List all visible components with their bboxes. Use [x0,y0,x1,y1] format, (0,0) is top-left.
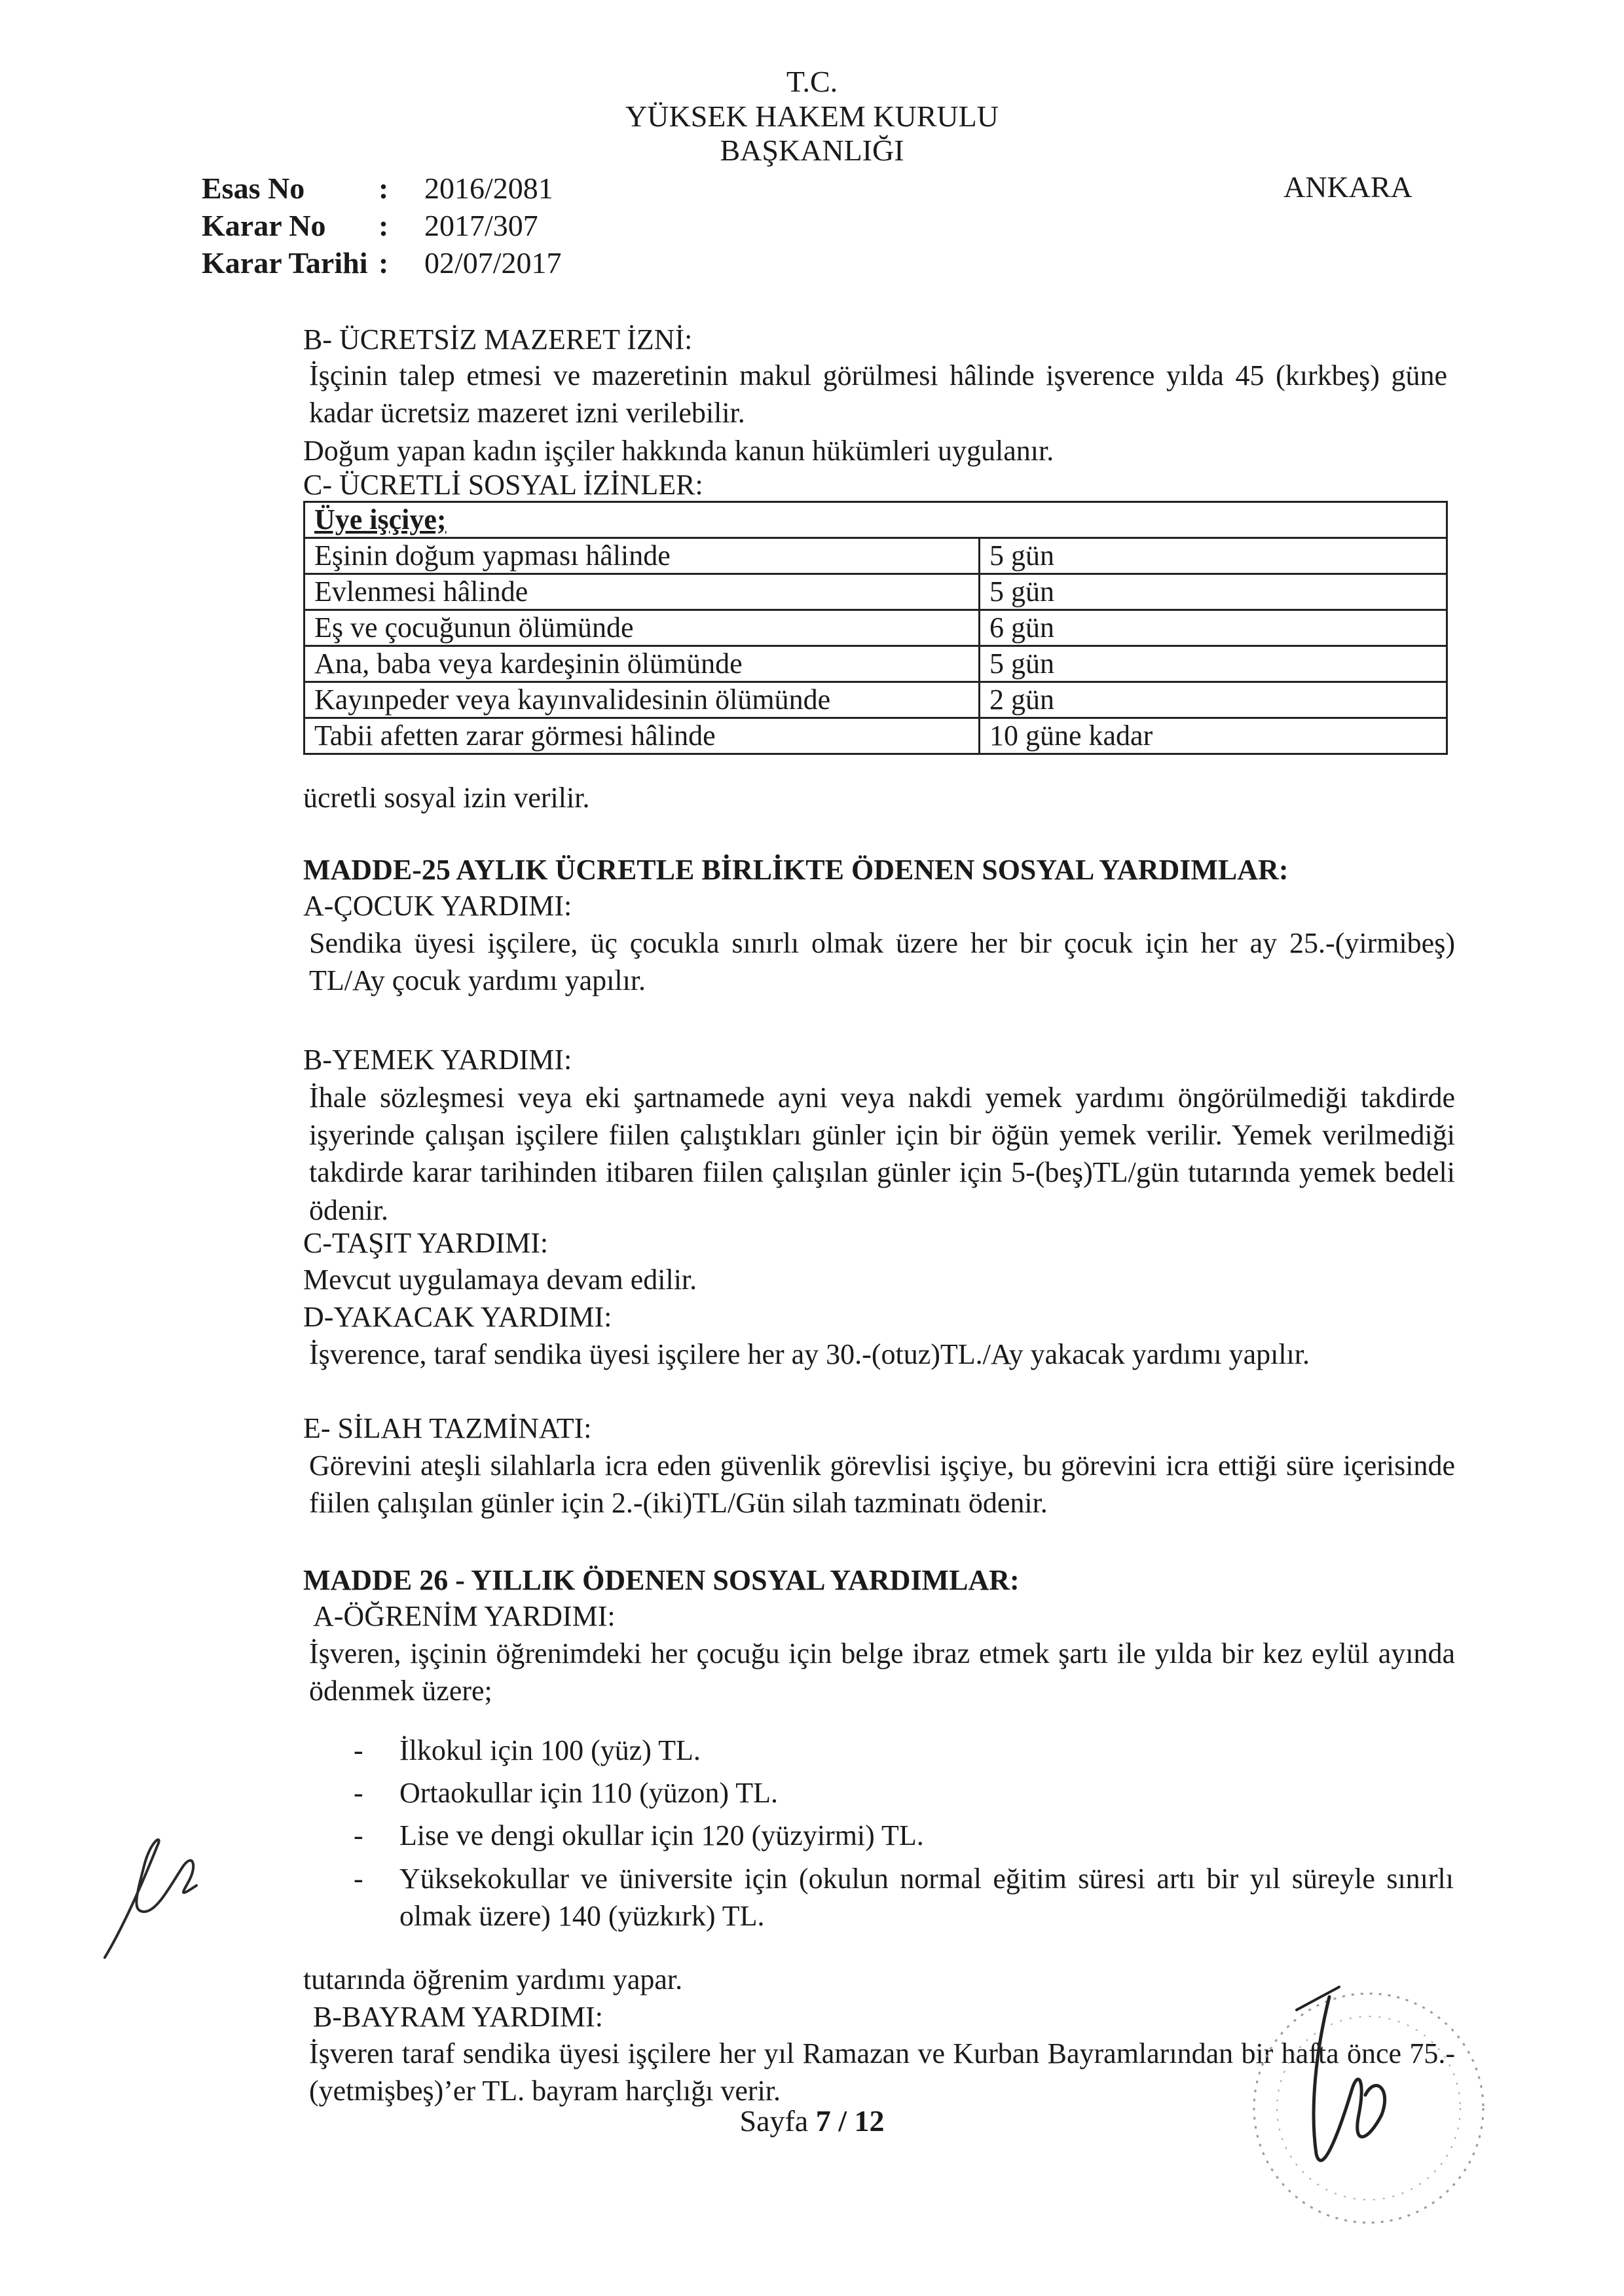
leave-reason: Tabii afetten zarar görmesi hâlinde [304,718,980,754]
section-b-note: Doğum yapan kadın işçiler hakkında kanun hükümleri uygulanır. [303,435,1054,467]
list-item [354,1817,1454,1854]
section-c-title: C- ÜCRETLİ SOSYAL İZİNLER: [303,469,703,501]
list-item [354,1774,1454,1812]
meta-colon: : [378,209,389,242]
paid-leave-table [303,501,1448,755]
table-row [304,538,1447,574]
section-b-title: B- ÜCRETSİZ MAZERET İZNİ: [303,323,693,355]
leave-reason: Eş ve çocuğunun ölümünde [304,610,980,646]
article-26-title: MADDE 26 - YILLIK ÖDENEN SOSYAL YARDIMLAR: [303,1564,1020,1596]
article-25-e-paragraph [211,1447,1455,1522]
meta-label: Esas No [202,172,305,205]
table-row [304,718,1447,754]
education-aid-list [354,1732,1454,1940]
dash-marker: - [354,1777,363,1810]
leave-reason: Evlenmesi hâlinde [304,574,980,610]
article-25-c-text: Mevcut uygulamaya devam edilir. [303,1264,697,1296]
meta-case-no [202,169,553,208]
article-25-d-text: İşverence, taraf sendika üyesi işçilere her ay 30.-(otuz)TL./Ay yakacak yardımı yapılır. [309,1338,1310,1370]
meta-colon: : [378,246,389,280]
article-25-a-paragraph [211,924,1455,999]
leave-reason: Eşinin doğum yapması hâlinde [304,538,980,574]
leave-reason: Ana, baba veya kardeşinin ölümünde [304,646,980,682]
article-26-b-text: İşveren taraf sendika üyesi işçilere her yıl Ramazan ve Kurban Bayramlarından bir hafta önce 75.-(yetmişbeş)’er TL. bayram harçlığı verir. [309,2037,1455,2107]
header-tc: T.C. [786,65,838,98]
handwritten-initial-left-icon [98,1827,216,1964]
section-b-paragraph [211,357,1447,431]
dash-marker: - [354,1819,363,1852]
list-item-text: Ortaokullar için 110 (yüzon) TL. [399,1777,778,1810]
table-row [304,574,1447,610]
dash-marker: - [354,1734,363,1766]
page-number: 7 / 12 [815,2104,885,2138]
list-item-text: İlkokul için 100 (yüz) TL. [399,1734,701,1766]
article-25-e-title: E- SİLAH TAZMİNATI: [303,1412,592,1444]
article-25-d-title: D-YAKACAK YARDIMI: [303,1301,612,1333]
article-25-b-text: İhale sözleşmesi veya eki şartnamede ayni veya nakdi yemek yardımı öngörülmediği takdirde işyerinde çalışan işçilere fiilen çalıştıkları günler için bir öğün yemek verilir. Yemek verilmediği takdirde karar tarihinden itibaren fiilen çalışılan günler için 5-(beş)TL/gün tutarında yemek bedeli ödenir. [309,1082,1455,1226]
leave-days: 5 gün [980,538,1447,574]
meta-value: 02/07/2017 [424,246,562,280]
meta-colon: : [378,172,389,205]
article-26-a-paragraph [211,1635,1455,1709]
meta-label: Karar Tarihi [202,246,368,280]
dash-marker: - [354,1862,363,1895]
article-25-e-text: Görevini ateşli silahlarla icra eden güvenlik görevlisi işçiye, bu görevini icra ettiği süre içerisinde fiilen çalışılan günler için 2.-(iki)TL/Gün silah tazminatı ödenir. [309,1449,1455,1520]
meta-label: Karar No [202,209,326,242]
article-25-b-paragraph [211,1079,1455,1229]
article-25-a-title: A-ÇOCUK YARDIMI: [303,890,572,922]
leave-days: 6 gün [980,610,1447,646]
article-25-d-paragraph [211,1336,1455,1373]
header-institution: YÜKSEK HAKEM KURULU [625,100,999,133]
article-26-after-list: tutarında öğrenim yardımı yapar. [303,1963,683,1995]
list-item [354,1732,1454,1769]
list-item-text: Lise ve dengi okullar için 120 (yüzyirmi) TL. [399,1819,924,1852]
article-26-a-title: A-ÖĞRENİM YARDIMI: [313,1600,616,1632]
meta-value: 2016/2081 [424,172,553,205]
meta-decision-no [202,206,538,246]
leave-days: 2 gün [980,682,1447,718]
article-25-b-title: B-YEMEK YARDIMI: [303,1044,572,1076]
article-25-title: MADDE-25 AYLIK ÜCRETLE BİRLİKTE ÖDENEN SOSYAL YARDIMLAR: [303,854,1289,886]
leave-days: 10 güne kadar [980,718,1447,754]
list-item-text: Yüksekokullar ve üniversite için (okulun normal eğitim süresi artı bir yıl süreyle sınırlı olmak üzere) 140 (yüzkırk) TL. [399,1862,1454,1932]
table-header-cell: Üye işçiye; [304,502,1447,538]
header-city: ANKARA [1283,170,1412,204]
leave-reason: Kayınpeder veya kayınvalidesinin ölümünde [304,682,980,718]
table-row [304,682,1447,718]
article-25-a-text: Sendika üyesi işçilere, üç çocukla sınırlı olmak üzere her bir çocuk için her ay 25.-(yirmibeş) TL/Ay çocuk yardımı yapılır. [309,927,1455,997]
page-label: Sayfa [739,2104,809,2138]
header-presidency: BAŞKANLIĞI [720,134,904,167]
section-b-text: İşçinin talep etmesi ve mazeretinin makul görülmesi hâlinde işverence yılda 45 (kırkbeş) güne kadar ücretsiz mazeret izni verilebilir. [309,359,1447,429]
article-25-c-title: C-TAŞIT YARDIMI: [303,1227,549,1259]
meta-decision-date [202,244,562,283]
leave-days: 5 gün [980,646,1447,682]
leave-days: 5 gün [980,574,1447,610]
article-26-b-title: B-BAYRAM YARDIMI: [313,2001,603,2033]
table-row [304,610,1447,646]
table-header-row [304,502,1447,538]
article-26-a-text: İşveren, işçinin öğrenimdeki her çocuğu için belge ibraz etmek şartı ile yılda bir kez eylül ayında ödenmek üzere; [309,1637,1455,1707]
meta-value: 2017/307 [424,209,538,242]
signature-stamp-icon [1218,1958,1519,2232]
table-row [304,646,1447,682]
list-item [354,1860,1454,1935]
section-c-after: ücretli sosyal izin verilir. [303,782,590,814]
